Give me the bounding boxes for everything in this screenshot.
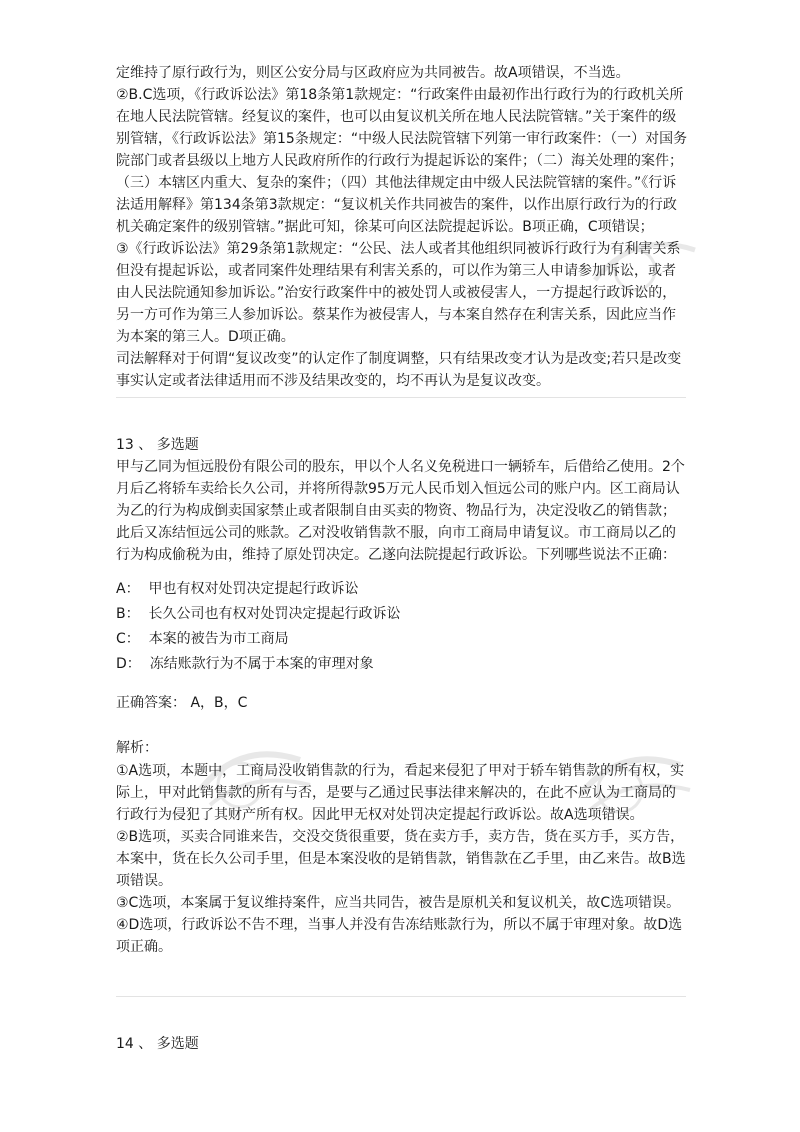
option-text: 本案的被告为市工商局 xyxy=(148,631,289,647)
option-text: 甲也有权对处罚决定提起行政诉讼 xyxy=(148,581,359,597)
analysis-paragraph: ①A选项，本题中，工商局没收销售款的行为，看起来侵犯了甲对于轿车销售款的所有权，实际上，甲对此销售款的所有与否，是要与乙通过民事法律来解决的，在此不应认为工商局的行政行为侵犯了其财产所有权。因此甲无权对处罚决定提起行政诉讼。故A选项错误。 xyxy=(116,763,685,823)
option-text: 长久公司也有权对处罚决定提起行政诉讼 xyxy=(148,606,401,622)
correct-answer: 正确答案： A，B，C xyxy=(116,695,248,711)
analysis-paragraph: ②B选项，买卖合同谁来告，交没交货很重要，货在卖方手，卖方告，货在买方手，买方告，本案中，货在长久公司手里，但是本案没收的是销售款，销售款在乙手里，由乙来告。故B选项错误。 xyxy=(116,829,686,889)
analysis-paragraph: ④D选项，行政诉讼不告不理，当事人并没有告冻结账款行为，所以不属于审理对象。故D选项正确。 xyxy=(116,917,683,955)
question-stem: 甲与乙同为恒远股份有限公司的股东，甲以个人名义免税进口一辆轿车，后借给乙使用。2个月后乙将轿车卖给长久公司，并将所得款95万元人民币划入恒远公司的账户内。区工商局认为乙的行为构成倒卖国家禁止或者限制自由买卖的物资、物品行为，决定没收乙的销售款；此后又冻结恒远公司的账款。乙对没收销售款不服，向市工商局申请复议。市工商局以乙的行为构成偷税为由，维持了原处罚决定。乙遂向法院提起行政诉讼。下列哪些说法不正确： xyxy=(116,459,685,563)
analysis-paragraph: 司法解释对于何谓“复议改变”的认定作了制度调整，只有结果改变才认为是改变;若只是改变事实认定或者法律适用而不涉及结果改变的，均不再认为是复议改变。 xyxy=(116,351,682,389)
question-12-analysis-continued xyxy=(116,62,688,392)
analysis-paragraph: ③C选项，本案属于复议维持案件，应当共同告，被告是原机关和复议机关，故C选项错误。 xyxy=(116,895,681,911)
option-key: C： xyxy=(116,631,140,647)
option-key: D： xyxy=(116,656,141,672)
option-text: 冻结账款行为不属于本案的审理对象 xyxy=(149,656,374,672)
question-13-analysis xyxy=(116,760,688,958)
question-13-stem xyxy=(116,456,688,566)
option-key: A： xyxy=(116,581,140,597)
option-a xyxy=(116,578,358,600)
question-14-heading: 14 、 多选题 xyxy=(116,1036,199,1052)
analysis-label: 解析： xyxy=(116,740,158,756)
analysis-paragraph: 定维持了原行政行为，则区公安分局与区政府应为共同被告。故A项错误，不当选。 xyxy=(116,65,630,81)
option-d xyxy=(116,653,374,675)
analysis-paragraph: ③《行政诉讼法》第29条第1款规定：“公民、法人或者其他组织同被诉行政行为有利害关系但没有提起诉讼，或者同案件处理结果有利害关系的，可以作为第三人申请参加诉讼，或者由人民法院通知参加诉讼。”治安行政案件中的被处罚人或被侵害人，一方提起行政诉讼的，另一方可作为第三人参加诉讼。蔡某作为被侵害人，与本案自然存在利害关系，因此应当作为本案的第三人。D项正确。 xyxy=(116,241,681,345)
option-key: B： xyxy=(116,606,140,622)
option-c xyxy=(116,628,289,650)
analysis-paragraph: ②B.C选项，《行政诉讼法》第18条第1款规定：“行政案件由最初作出行政行为的行政机关所在地人民法院管辖。经复议的案件，也可以由复议机关所在地人民法院管辖。”关于案件的级别管辖，《行政诉讼法》第15条规定：“中级人民法院管辖下列第一审行政案件：（一）对国务院部门或者县级以上地方人民政府所作的行政行为提起诉讼的案件；（二）海关处理的案件；（三）本辖区内重大、复杂的案件；（四）其他法律规定由中级人民法院管辖的案件。”《行诉法适用解释》第134条第3款规定：“复议机关作共同被告的案件，以作出原行政行为的行政机关确定案件的级别管辖。”据此可知，徐某可向区法院提起诉讼。B项正确，C项错误； xyxy=(116,87,688,235)
divider xyxy=(116,996,686,997)
question-13-heading: 13 、 多选题 xyxy=(116,437,199,453)
divider xyxy=(116,397,686,398)
option-b xyxy=(116,603,401,625)
